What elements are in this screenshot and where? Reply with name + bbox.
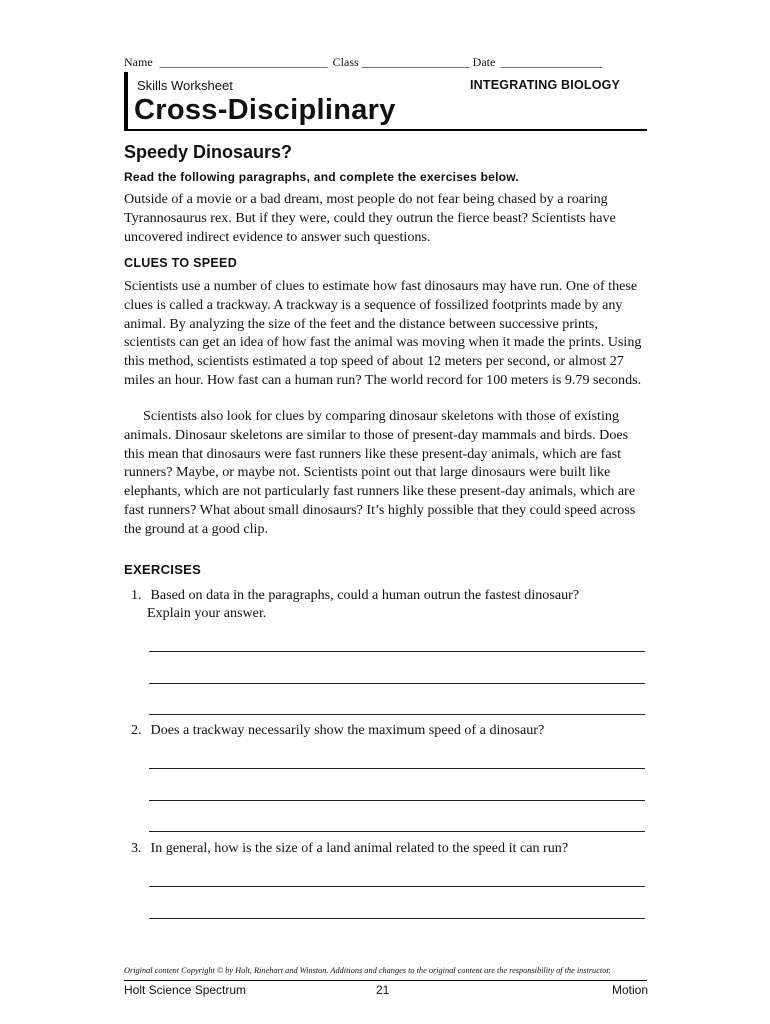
question-number: 2. — [131, 722, 142, 738]
worksheet-subtitle: Speedy Dinosaurs? — [124, 142, 293, 162]
header-fields — [124, 55, 602, 70]
intro-paragraph: Outside of a movie or a bad dream, most people do not fear being chased by a roaring Tyrannosaurus rex. But if they were, could they outrun the fierce beast? Scientists have uncovered indirect evidence to answer such questions. — [124, 191, 616, 245]
footer-publication: Holt Science Spectrum — [124, 983, 247, 997]
answer-line[interactable] — [149, 831, 645, 832]
answer-line[interactable] — [149, 714, 645, 715]
answer-line[interactable] — [149, 800, 645, 801]
question-text: Does a trackway necessarily show the maximum speed of a dinosaur? — [150, 722, 545, 738]
date-field[interactable]: _________________ — [500, 55, 603, 69]
clues-heading: CLUES TO SPEED — [124, 256, 238, 270]
class-label: Class — [332, 55, 359, 69]
date-label: Date — [472, 55, 496, 69]
worksheet-label: Skills Worksheet — [137, 78, 233, 93]
answer-line[interactable] — [149, 651, 645, 652]
exercises-heading: EXERCISES — [124, 562, 202, 577]
answer-line[interactable] — [149, 683, 645, 684]
name-label: Name — [124, 55, 153, 69]
title-accent-bar — [124, 72, 128, 129]
question-3 — [131, 839, 646, 858]
question-text: In general, how is the size of a land animal related to the speed it can run? — [150, 840, 569, 856]
footer-chapter: Motion — [612, 983, 649, 997]
page-title: Cross-Disciplinary — [134, 94, 396, 126]
name-field[interactable]: ____________________________ — [159, 55, 328, 69]
clues-paragraph-2: Scientists also look for clues by comparing dinosaur skeletons with those of existing animals. Dinosaur skeletons are similar to those of present-day mammals and birds. Does this mean that dinosaurs were fast runners like these present-day animals, which are fast runners? Maybe, or maybe not. Scientists point out that large dinosaurs were built like elephants, which are not particularly fast runners like these present-day animals, which are fast runners? What about small dinosaurs? It’s highly possible that they could speed across the ground at a good clip. — [124, 408, 636, 537]
clues-paragraph-1: Scientists use a number of clues to estimate how fast dinosaurs may have run. One of these clues is called a trackway. A trackway is a sequence of fossilized footprints made by any animal. By analyzing the size of the feet and the distance between successive prints, scientists can get an idea of how fast the animal was moving when it made the prints. Using this method, scientists estimated a top speed of about 12 meters per second, or almost 27 miles an hour. How fast can a human run? The world record for 100 meters is 9.79 seconds. — [124, 278, 642, 388]
class-field[interactable]: __________________ — [361, 55, 470, 69]
copyright-notice: Original content Copyright © by Holt, Rinehart and Winston. Additions and changes to the original content are the responsibility of the instructor. — [124, 966, 611, 975]
question-number: 1. — [131, 587, 142, 603]
question-1 — [131, 586, 646, 605]
answer-line[interactable] — [149, 886, 645, 887]
title-divider — [124, 129, 647, 131]
section-label: INTEGRATING BIOLOGY — [470, 78, 621, 92]
footer-divider — [124, 980, 647, 981]
question-text: Based on data in the paragraphs, could a human outrun the fastest dinosaur? — [150, 587, 580, 603]
question-1-continued: Explain your answer. — [147, 605, 267, 621]
answer-line[interactable] — [149, 918, 645, 919]
question-number: 3. — [131, 840, 142, 856]
question-2 — [131, 721, 646, 740]
answer-line[interactable] — [149, 768, 645, 769]
instructions: Read the following paragraphs, and complete the exercises below. — [124, 170, 519, 184]
page-number: 21 — [376, 983, 390, 997]
